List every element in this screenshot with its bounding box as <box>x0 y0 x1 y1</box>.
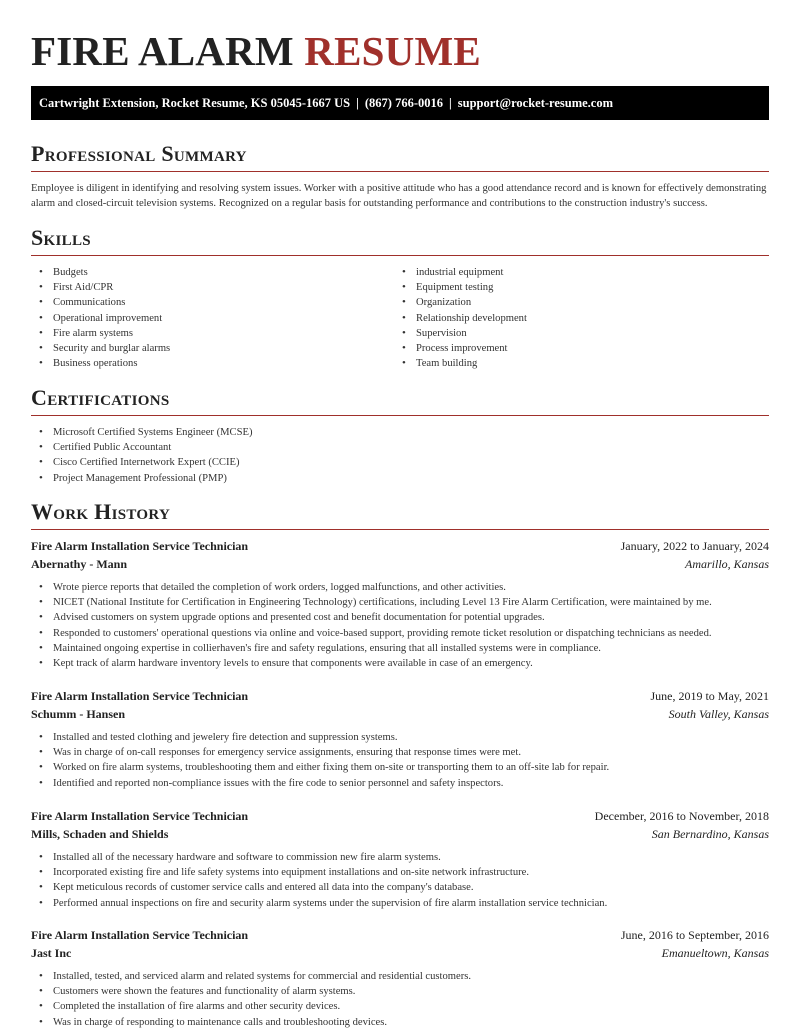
job-bullet: • Kept meticulous records of customer service calls and entered all data into the company's database. <box>31 880 769 895</box>
job-title: Fire Alarm Installation Service Technician <box>31 539 249 553</box>
skill-item: • Supervision <box>394 326 757 341</box>
job-bullets <box>31 850 769 911</box>
job-dates: June, 2019 to May, 2021 <box>650 689 769 703</box>
job-dates: December, 2016 to November, 2018 <box>594 809 769 823</box>
certification-item: • Microsoft Certified Systems Engineer (MCSE) <box>31 425 769 440</box>
job-bullet: • Advised customers on system upgrade options and presented cost and benefit documentation for potential upgrades. <box>31 610 769 625</box>
skills-section <box>31 225 769 371</box>
skill-item: • industrial equipment <box>394 265 757 280</box>
job-title: Fire Alarm Installation Service Technician <box>31 689 249 703</box>
contact-bar <box>31 86 769 120</box>
section-divider <box>31 415 769 416</box>
job-bullet: • Performed annual inspections on fire and security alarm systems under the supervision of fire alarm installation service technician. <box>31 896 769 911</box>
skill-item: • Equipment testing <box>394 280 757 295</box>
section-divider <box>31 255 769 256</box>
job-bullet: • Responded to customers' operational questions via online and voice-based support, providing remote ticket resolution or dispatching technicians as needed. <box>31 626 769 641</box>
job-entry <box>31 809 769 911</box>
job-bullets <box>31 580 769 671</box>
job-location: San Bernardino, Kansas <box>651 827 769 841</box>
title-main: FIRE ALARM <box>31 28 294 74</box>
job-bullet: • Kept track of alarm hardware inventory levels to ensure that components were available in case of an emergency. <box>31 656 769 671</box>
certifications-list <box>31 425 769 486</box>
job-bullet: • Worked on fire alarm systems, troubleshooting them and either fixing them on-site or transporting them to an off-site lab for repair. <box>31 760 769 775</box>
skills-right-list <box>394 265 757 371</box>
skill-item: • Operational improvement <box>31 311 394 326</box>
certifications-section <box>31 385 769 486</box>
skill-item: • Organization <box>394 295 757 310</box>
skill-item: • Business operations <box>31 356 394 371</box>
job-title: Fire Alarm Installation Service Technician <box>31 809 249 823</box>
job-entry <box>31 689 769 791</box>
certification-item: • Cisco Certified Internetwork Expert (CCIE) <box>31 455 769 470</box>
job-title: Fire Alarm Installation Service Technician <box>31 928 249 942</box>
job-location: Emanueltown, Kansas <box>661 946 769 960</box>
job-bullet: • Identified and reported non-compliance issues with the fire code to senior personnel and safety inspectors. <box>31 776 769 791</box>
contact-address: Cartwright Extension, Rocket Resume, KS 05045-1667 US <box>39 96 351 110</box>
summary-heading: Professional Summary <box>31 141 247 166</box>
summary-text: Employee is diligent in identifying and resolving system issues. Worker with a positive attitude who has a good attendance record and is known for effectively demonstrating alarm and closed-circuit television systems. Recognized on a regular basis for outstanding performance and contributions to the construction industry's success. <box>31 183 767 210</box>
job-bullet: • Was in charge of on-call responses for emergency service assignments, ensuring that response times were met. <box>31 745 769 760</box>
job-bullets <box>31 969 769 1030</box>
job-company: Jast Inc <box>31 946 72 960</box>
certifications-heading: Certifications <box>31 385 170 410</box>
job-bullet: • Customers were shown the features and functionality of alarm systems. <box>31 984 769 999</box>
job-location: South Valley, Kansas <box>668 707 769 721</box>
contact-email[interactable]: support@rocket-resume.com <box>457 96 614 110</box>
job-bullet: • Was in charge of responding to maintenance calls and troubleshooting devices. <box>31 1015 769 1030</box>
job-bullet: • Completed the installation of fire alarms and other security devices. <box>31 999 769 1014</box>
contact-phone[interactable]: (867) 766-0016 <box>364 96 443 110</box>
contact-separator: | <box>356 96 359 110</box>
title-accent: RESUME <box>304 28 481 74</box>
job-company: Abernathy - Mann <box>31 557 128 571</box>
job-bullets <box>31 730 769 791</box>
skill-item: • Relationship development <box>394 311 757 326</box>
job-bullet: • Maintained ongoing expertise in collierhaven's fire and safety regulations, ensuring that all installed systems were in compliance. <box>31 641 769 656</box>
contact-separator: | <box>449 96 452 110</box>
skill-item: • Security and burglar alarms <box>31 341 394 356</box>
job-location: Amarillo, Kansas <box>684 557 769 571</box>
skills-left-list <box>31 265 394 371</box>
section-divider <box>31 529 769 530</box>
work-history-section <box>31 499 769 530</box>
job-dates: January, 2022 to January, 2024 <box>620 539 769 553</box>
job-bullet: • Incorporated existing fire and life safety systems into equipment installations and on-site network infrastructure. <box>31 865 769 880</box>
job-entry <box>31 539 769 671</box>
skill-item: • Team building <box>394 356 757 371</box>
skill-item: • First Aid/CPR <box>31 280 394 295</box>
job-bullet: • Installed, tested, and serviced alarm and related systems for commercial and residential customers. <box>31 969 769 984</box>
skills-heading: Skills <box>31 225 91 250</box>
job-dates: June, 2016 to September, 2016 <box>620 928 769 942</box>
skills-columns <box>31 265 769 371</box>
section-divider <box>31 171 769 172</box>
job-company: Schumm - Hansen <box>31 707 126 721</box>
skill-item: • Communications <box>31 295 394 310</box>
resume-title <box>31 0 769 84</box>
job-bullet: • NICET (National Institute for Certification in Engineering Technology) certifications, including Level 13 Fire Alarm Certification, were maintained by me. <box>31 595 769 610</box>
job-company: Mills, Schaden and Shields <box>31 827 169 841</box>
job-bullet: • Wrote pierce reports that detailed the completion of work orders, logged malfunctions, and other activities. <box>31 580 769 595</box>
skill-item: • Process improvement <box>394 341 757 356</box>
job-entry <box>31 928 769 1030</box>
summary-section <box>31 141 769 212</box>
work-history-heading: Work History <box>31 499 171 524</box>
job-bullet: • Installed all of the necessary hardware and software to commission new fire alarm systems. <box>31 850 769 865</box>
certification-item: • Project Management Professional (PMP) <box>31 471 769 486</box>
job-bullet: • Installed and tested clothing and jewelery fire detection and suppression systems. <box>31 730 769 745</box>
skill-item: • Budgets <box>31 265 394 280</box>
certification-item: • Certified Public Accountant <box>31 440 769 455</box>
skill-item: • Fire alarm systems <box>31 326 394 341</box>
